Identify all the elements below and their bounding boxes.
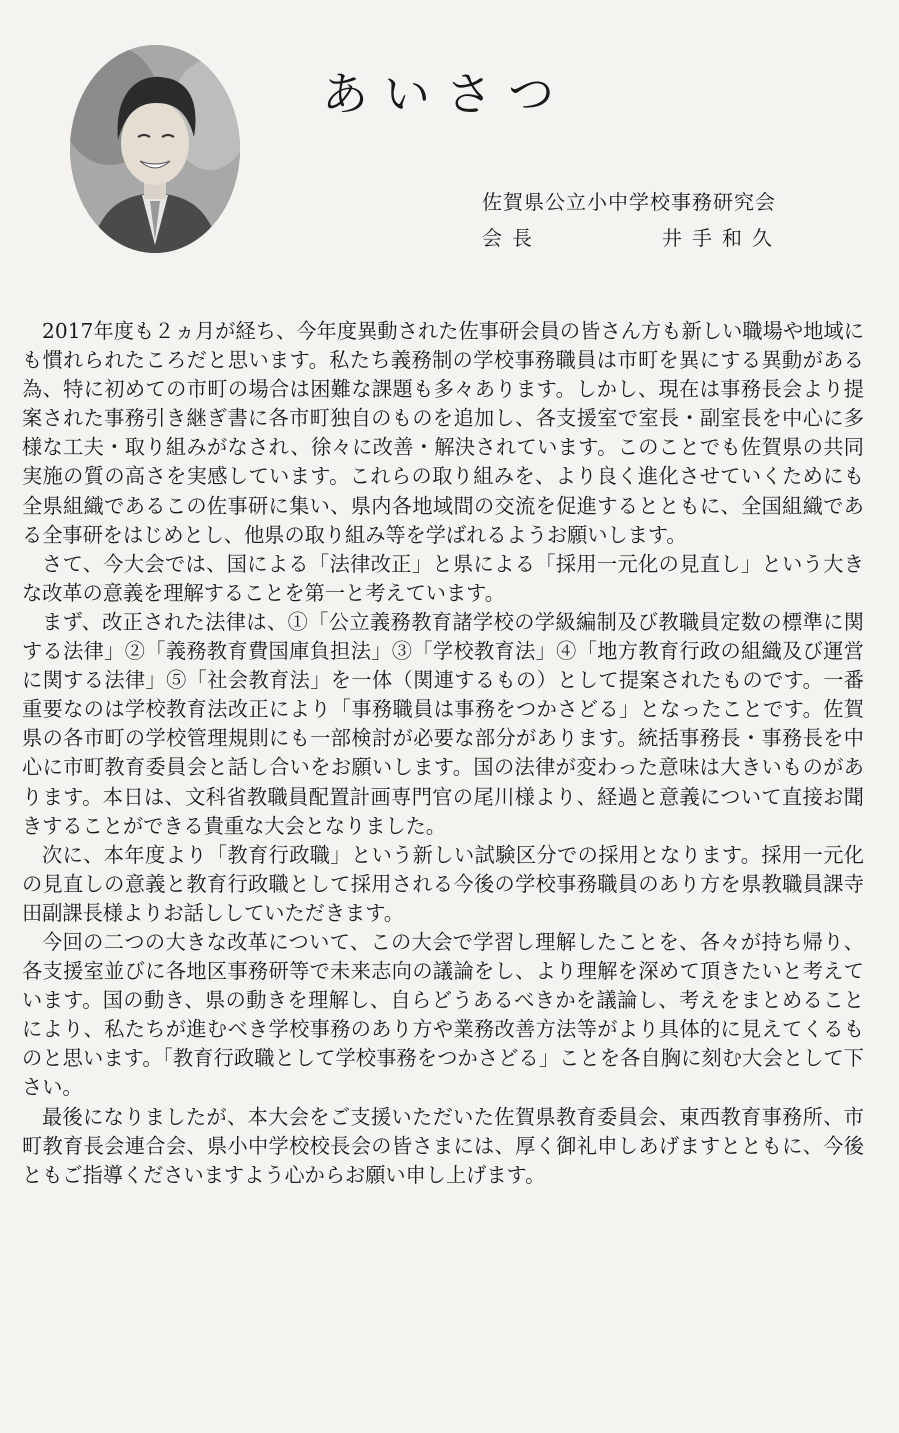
paragraph: さて、今大会では、国による「法律改正」と県による「採用一元化の見直し」という大きな改革の意義を理解することを第一と考えています。	[22, 551, 864, 605]
greeting-body	[22, 317, 864, 1190]
paragraph: 2017年度も２ヵ月が経ち、今年度異動された佐事研会員の皆さん方も新しい職場や地域にも慣れられたころだと思います。私たち義務制の学校事務職員は市町を異にする異動がある為、特に初めての市町の場合は困難な課題も多々あります。しかし、現在は事務長会より提案された事務引き継ぎ書に各市町独自のものを追加し、各支援室で室長・副室長を中心に多様な工夫・取り組みがなされ、徐々に改善・解決されています。このことでも佐賀県の共同実施の質の高さを実感しています。これらの取り組みを、より良く進化させていくためにも全県組織であるこの佐事研に集い、県内各地域間の交流を促進するとともに、全国組織である全事研をはじめとし、他県の取り組み等を学ばれるようお願いします。	[22, 319, 864, 547]
portrait-icon	[70, 45, 240, 253]
paragraph: 今回の二つの大きな改革について、この大会で学習し理解したことを、各々が持ち帰り、各支援室並びに各地区事務研等で未来志向の議論をし、より理解を深めて頂きたいと考えています。国の動き、県の動きを理解し、自らどうあるべきかを議論し、考えをまとめることにより、私たちが進むべき学校事務のあり方や業務改善方法等がより具体的に見えてくるものと思います。「教育行政職として学校事務をつかさどる」ことを各自胸に刻む大会として下さい。	[22, 929, 864, 1100]
author-portrait-photo	[70, 45, 240, 253]
paragraph: まず、改正された法律は、①「公立義務教育諸学校の学級編制及び教職員定数の標準に関する法律」②「義務教育費国庫負担法」③「学校教育法」④「地方教育行政の組織及び運営に関する法律」⑤「社会教育法」を一体（関連するもの）として提案されたものです。一番重要なのは学校教育法改正により「事務職員は事務をつかさどる」となったことです。佐賀県の各市町の学校管理規則にも一部検討が必要な部分があります。統括事務長・事務長を中心に市町教育委員会と話し合いをお願いします。国の法律が変わった意味は大きいものがあります。本日は、文科省教職員配置計画専門官の尾川様より、経過と意義について直接お聞きすることができる貴重な大会となりました。	[22, 609, 864, 838]
author-credit	[482, 222, 812, 252]
author-position: 会長	[482, 226, 542, 250]
page-title: あいさつ	[322, 67, 570, 121]
paragraph: 次に、本年度より「教育行政職」という新しい試験区分での採用となります。採用一元化の見直しの意義と教育行政職として採用される今後の学校事務職員のあり方を県教職員課寺田副課長様よりお話ししていただきます。	[22, 842, 864, 925]
author-name: 井手和久	[662, 226, 782, 250]
organization-name: 佐賀県公立小中学校事務研究会	[482, 190, 776, 214]
paragraph: 最後になりましたが、本大会をご支援いただいた佐賀県教育委員会、東西教育事務所、市町教育長会連合会、県小中学校校長会の皆さまには、厚く御礼申しあげますとともに、今後ともご指導くださいますよう心からお願い申し上げます。	[22, 1104, 864, 1187]
